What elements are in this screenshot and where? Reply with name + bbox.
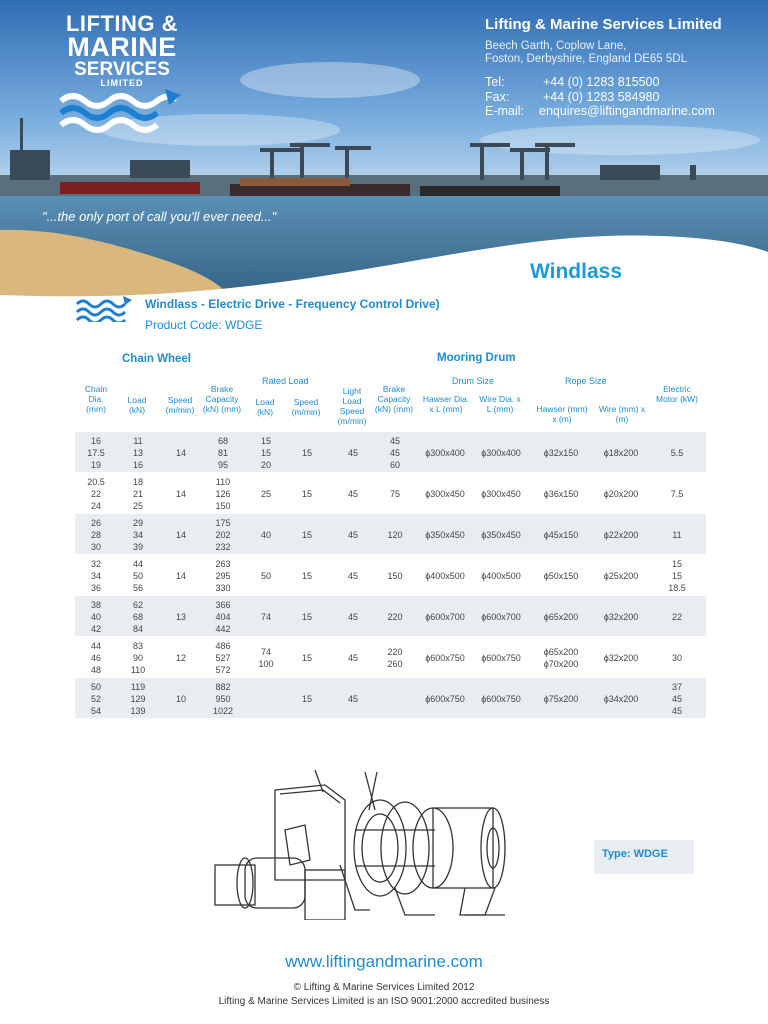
hawser-cell xyxy=(533,693,589,705)
motor-cell-line: 30 xyxy=(671,653,682,663)
wire-dia-cell xyxy=(475,529,527,541)
header-banner xyxy=(0,0,768,310)
brake-cell-line: 95 xyxy=(217,460,228,470)
wire-dia-cell-line: ϕ300x450 xyxy=(481,489,521,499)
windlass-table xyxy=(75,432,706,719)
hawser-dia-cell xyxy=(419,652,471,664)
hawser-dia-cell-line: ϕ300x400 xyxy=(425,448,465,458)
tel-value: +44 (0) 1283 815500 xyxy=(543,75,660,89)
load-cell-line: 68 xyxy=(132,612,143,622)
rl-speed-cell-line: 15 xyxy=(301,612,312,622)
header-load: Load (kN) xyxy=(127,395,147,415)
brake-cell-line: 1022 xyxy=(212,706,234,716)
chain-dia-cell-line: 28 xyxy=(90,530,101,540)
chain-dia-cell-line: 48 xyxy=(90,665,101,675)
hawser-dia-cell-line: ϕ600x700 xyxy=(425,612,465,622)
hawser-cell-line: ϕ75x200 xyxy=(543,694,579,704)
chain-dia-cell-line: 16 xyxy=(90,436,101,446)
md-brake-cell-line: 220 xyxy=(387,647,403,657)
rl-speed-cell xyxy=(287,611,327,623)
header-md-brake: Brake Capacity (kN) (mm) xyxy=(374,384,414,414)
light-load-cell xyxy=(335,652,371,664)
hawser-cell-line: ϕ50x150 xyxy=(543,571,579,581)
speed-cell xyxy=(163,652,199,664)
wire-cell xyxy=(593,652,649,664)
company-name: Lifting & Marine Services Limited xyxy=(485,16,722,33)
windlass-drawing xyxy=(205,770,535,920)
hawser-cell xyxy=(533,646,589,670)
load-cell-line: 50 xyxy=(132,571,143,581)
rl-speed-cell xyxy=(287,570,327,582)
hawser-dia-cell xyxy=(419,611,471,623)
light-load-cell-line: 45 xyxy=(347,694,358,704)
chain-dia-cell-line: 54 xyxy=(90,706,101,716)
light-load-cell xyxy=(335,570,371,582)
rl-load-cell xyxy=(251,611,281,623)
load-cell-line: 110 xyxy=(130,665,146,675)
rl-speed-cell-line: 15 xyxy=(301,653,312,663)
wire-dia-cell-line: ϕ400x500 xyxy=(481,571,521,581)
hawser-dia-cell-line: ϕ600x750 xyxy=(425,694,465,704)
speed-cell xyxy=(163,611,199,623)
motor-cell-line: 22 xyxy=(671,612,682,622)
speed-cell xyxy=(163,529,199,541)
brake-cell-line: 68 xyxy=(217,436,228,446)
md-brake-cell xyxy=(373,435,417,471)
load-cell-line: 84 xyxy=(132,624,143,634)
md-brake-cell-line: 45 xyxy=(389,436,400,446)
hawser-dia-cell-line: ϕ400x500 xyxy=(425,571,465,581)
rl-load-cell xyxy=(251,435,281,471)
load-cell-line: 44 xyxy=(132,559,143,569)
table-row xyxy=(75,473,706,514)
md-brake-cell-line: 150 xyxy=(387,571,403,581)
chain-dia-cell xyxy=(75,599,117,635)
rl-speed-cell-line: 15 xyxy=(301,448,312,458)
motor-cell xyxy=(651,447,703,459)
chain-dia-cell-line: 17.5 xyxy=(87,448,105,458)
wire-cell-line: ϕ32x200 xyxy=(603,612,639,622)
rope-size-title: Rope Size xyxy=(565,376,607,386)
load-cell-line: 13 xyxy=(132,448,143,458)
chain-dia-cell-line: 22 xyxy=(90,489,101,499)
brake-cell-line: 572 xyxy=(215,665,231,675)
light-load-cell-line: 45 xyxy=(347,653,358,663)
logo-line-3: SERVICES xyxy=(74,58,170,80)
motor-cell-line: 7.5 xyxy=(670,489,684,499)
hawser-dia-cell xyxy=(419,447,471,459)
brake-cell-line: 486 xyxy=(215,641,231,651)
rl-load-cell xyxy=(251,570,281,582)
table-row xyxy=(75,596,706,637)
hawser-dia-cell-line: ϕ600x750 xyxy=(425,653,465,663)
rl-load-cell-line: 74 xyxy=(260,612,271,622)
rl-load-cell-line: 20 xyxy=(260,460,271,470)
speed-cell-line: 13 xyxy=(175,612,186,622)
chain-dia-cell-line: 36 xyxy=(90,583,101,593)
logo-line-1: LIFTING & xyxy=(65,11,179,36)
light-load-cell xyxy=(335,447,371,459)
chain-dia-cell-line: 20.5 xyxy=(87,477,105,487)
md-brake-cell-line: 45 xyxy=(389,448,400,458)
load-cell xyxy=(121,599,155,635)
load-cell xyxy=(121,681,155,717)
hawser-cell-line: ϕ36x150 xyxy=(543,489,579,499)
light-load-cell xyxy=(335,693,371,705)
header-speed: Speed (m/min) xyxy=(165,395,195,415)
rl-speed-cell-line: 15 xyxy=(301,694,312,704)
speed-cell xyxy=(163,570,199,582)
wave-bullet-icon xyxy=(75,296,133,322)
header-motor: Electric Motor (kW) xyxy=(655,384,699,404)
chain-dia-cell-line: 32 xyxy=(90,559,101,569)
fax-label: Fax: xyxy=(485,89,510,104)
header-hawser: Hawser (mm) x (m) xyxy=(536,404,588,424)
speed-cell-line: 10 xyxy=(175,694,186,704)
load-cell-line: 18 xyxy=(132,477,143,487)
drum-size-title: Drum Size xyxy=(452,376,495,386)
load-cell xyxy=(121,558,155,594)
header-brake: Brake Capacity (kN) (mm) xyxy=(202,384,242,414)
light-load-cell xyxy=(335,529,371,541)
company-logo xyxy=(52,11,192,138)
motor-cell xyxy=(651,558,703,594)
load-cell xyxy=(121,640,155,676)
brake-cell-line: 202 xyxy=(215,530,231,540)
rl-speed-cell xyxy=(287,693,327,705)
brake-cell-line: 366 xyxy=(215,600,231,610)
company-address xyxy=(485,40,687,66)
brake-cell-line: 882 xyxy=(215,682,231,692)
load-cell-line: 139 xyxy=(130,706,146,716)
load-cell-line: 83 xyxy=(132,641,143,651)
wire-cell xyxy=(593,693,649,705)
header-rl-speed: Speed (m/min) xyxy=(291,397,321,417)
website-link[interactable]: www.liftingandmarine.com xyxy=(285,952,483,971)
header-hawser-dia: Hawser Dia. x L (mm) xyxy=(422,394,470,414)
hawser-dia-cell xyxy=(419,693,471,705)
wire-dia-cell-line: ϕ600x700 xyxy=(481,612,521,622)
load-cell xyxy=(121,435,155,471)
tel-label: Tel: xyxy=(485,75,505,89)
rl-load-cell xyxy=(251,488,281,500)
light-load-cell xyxy=(335,488,371,500)
header-chain-dia: Chain Dia. (mm) xyxy=(84,384,108,414)
load-cell-line: 90 xyxy=(132,653,143,663)
iso-statement: Lifting & Marine Services Limited is an ISO 9001:2000 accredited business xyxy=(218,996,550,1007)
hawser-cell-line: ϕ70x200 xyxy=(543,659,579,669)
rl-load-cell-line: 15 xyxy=(260,448,271,458)
contact-block xyxy=(485,75,715,119)
wire-dia-cell-line: ϕ600x750 xyxy=(481,653,521,663)
fax-value: +44 (0) 1283 584980 xyxy=(543,89,660,104)
type-label: Type: WDGE xyxy=(602,848,668,860)
load-cell-line: 56 xyxy=(132,583,143,593)
light-load-cell-line: 45 xyxy=(347,571,358,581)
copyright: © Lifting & Marine Services Limited 2012 xyxy=(293,982,475,993)
brake-cell xyxy=(201,476,245,512)
wire-cell xyxy=(593,488,649,500)
md-brake-cell xyxy=(373,646,417,670)
hawser-cell xyxy=(533,611,589,623)
hawser-dia-cell xyxy=(419,529,471,541)
chain-dia-cell-line: 19 xyxy=(90,460,101,470)
chain-dia-cell-line: 52 xyxy=(90,694,101,704)
table-row xyxy=(75,555,706,596)
tagline: "...the only port of call you'll ever need..." xyxy=(42,209,277,224)
load-cell xyxy=(121,517,155,553)
rl-load-cell-line: 15 xyxy=(260,436,271,446)
brake-cell-line: 232 xyxy=(215,542,231,552)
speed-cell xyxy=(163,488,199,500)
md-brake-cell-line: 220 xyxy=(387,612,403,622)
brake-cell-line: 330 xyxy=(215,583,231,593)
wire-dia-cell xyxy=(475,447,527,459)
load-cell-line: 16 xyxy=(132,460,143,470)
brake-cell-line: 81 xyxy=(217,448,228,458)
brake-cell xyxy=(201,640,245,676)
brake-cell-line: 295 xyxy=(215,571,231,581)
md-brake-cell xyxy=(373,529,417,541)
hawser-cell xyxy=(533,488,589,500)
speed-cell-line: 12 xyxy=(175,653,186,663)
md-brake-cell-line: 60 xyxy=(389,460,400,470)
brake-cell-line: 442 xyxy=(215,624,231,634)
hawser-cell-line: ϕ65x200 xyxy=(543,612,579,622)
motor-cell-line: 5.5 xyxy=(670,448,684,458)
rl-speed-cell-line: 15 xyxy=(301,530,312,540)
brake-cell-line: 150 xyxy=(215,501,231,511)
email-label: E-mail: xyxy=(485,104,524,118)
product-code: Product Code: WDGE xyxy=(145,318,263,332)
wire-cell xyxy=(593,447,649,459)
motor-cell-line: 45 xyxy=(671,706,682,716)
wire-cell-line: ϕ20x200 xyxy=(603,489,639,499)
wire-cell xyxy=(593,611,649,623)
load-cell-line: 34 xyxy=(132,530,143,540)
rl-load-cell xyxy=(251,646,281,670)
md-brake-cell xyxy=(373,611,417,623)
load-cell-line: 129 xyxy=(130,694,146,704)
load-cell-line: 39 xyxy=(132,542,143,552)
brake-cell-line: 110 xyxy=(215,477,231,487)
wire-dia-cell-line: ϕ350x450 xyxy=(481,530,521,540)
chain-dia-cell-line: 26 xyxy=(90,518,101,528)
chain-dia-cell xyxy=(75,517,117,553)
wire-dia-cell-line: ϕ600x750 xyxy=(481,694,521,704)
table-row xyxy=(75,514,706,555)
chain-dia-cell-line: 50 xyxy=(90,682,101,692)
motor-cell-line: 11 xyxy=(672,530,682,540)
brake-cell-line: 175 xyxy=(215,518,231,528)
md-brake-cell-line: 260 xyxy=(387,659,403,669)
wire-dia-cell xyxy=(475,693,527,705)
hawser-cell xyxy=(533,529,589,541)
md-brake-cell xyxy=(373,570,417,582)
chain-dia-cell xyxy=(75,435,117,471)
light-load-cell-line: 45 xyxy=(347,612,358,622)
chain-dia-cell-line: 34 xyxy=(90,571,101,581)
chain-dia-cell-line: 44 xyxy=(90,641,101,651)
page-title: Windlass xyxy=(530,260,622,283)
logo-line-4: LIMITED xyxy=(100,77,144,88)
email-link[interactable]: enquires@liftingandmarine.com xyxy=(539,104,715,118)
wire-dia-cell xyxy=(475,611,527,623)
chain-dia-cell xyxy=(75,640,117,676)
brake-cell-line: 263 xyxy=(215,559,231,569)
speed-cell-line: 14 xyxy=(175,571,186,581)
light-load-cell-line: 45 xyxy=(347,448,358,458)
wire-cell-line: ϕ22x200 xyxy=(603,530,639,540)
header-wire: Wire (mm) x (m) xyxy=(598,404,646,424)
header-wire-dia: Wire Dia. x L (mm) xyxy=(479,394,521,414)
rl-speed-cell-line: 15 xyxy=(301,489,312,499)
brake-cell xyxy=(201,681,245,717)
brake-cell-line: 404 xyxy=(215,612,231,622)
type-box xyxy=(594,840,694,874)
chain-dia-cell xyxy=(75,476,117,512)
table-row xyxy=(75,432,706,473)
load-cell-line: 119 xyxy=(130,682,146,692)
product-subtitle: Windlass - Electric Drive - Frequency Control Drive) xyxy=(145,297,440,311)
chain-dia-cell xyxy=(75,558,117,594)
motor-cell-line: 18.5 xyxy=(668,583,686,593)
header-rl-load: Load (kN) xyxy=(255,397,275,417)
load-cell-line: 21 xyxy=(132,489,143,499)
wire-dia-cell xyxy=(475,652,527,664)
address-line-2: Foston, Derbyshire, England DE65 5DL xyxy=(485,53,687,65)
rl-load-cell-line: 40 xyxy=(260,530,271,540)
brake-cell-line: 950 xyxy=(215,694,231,704)
light-load-cell-line: 45 xyxy=(347,489,358,499)
wave-logo-icon xyxy=(57,87,187,135)
motor-cell xyxy=(651,529,703,541)
brake-cell-line: 527 xyxy=(215,653,231,663)
hawser-dia-cell xyxy=(419,488,471,500)
hawser-cell-line: ϕ65x200 xyxy=(543,647,579,657)
speed-cell-line: 14 xyxy=(175,448,186,458)
rl-load-cell-line: 74 xyxy=(260,647,271,657)
hawser-cell xyxy=(533,447,589,459)
hawser-dia-cell xyxy=(419,570,471,582)
motor-cell-line: 37 xyxy=(671,682,682,692)
hawser-cell-line: ϕ32x150 xyxy=(543,448,579,458)
logo-line-2: MARINE xyxy=(67,31,177,62)
rl-speed-cell xyxy=(287,652,327,664)
load-cell-line: 11 xyxy=(133,436,143,446)
rl-speed-cell-line: 15 xyxy=(301,571,312,581)
motor-cell-line: 45 xyxy=(671,694,682,704)
wire-cell-line: ϕ25x200 xyxy=(603,571,639,581)
rl-speed-cell xyxy=(287,488,327,500)
md-brake-cell-line: 120 xyxy=(387,530,403,540)
hawser-dia-cell-line: ϕ300x450 xyxy=(425,489,465,499)
chain-dia-cell xyxy=(75,681,117,717)
address-line-1: Beech Garth, Coplow Lane, xyxy=(485,40,627,52)
load-cell xyxy=(121,476,155,512)
chain-dia-cell-line: 40 xyxy=(90,612,101,622)
rl-load-cell-line: 100 xyxy=(258,659,274,669)
light-load-cell-line: 45 xyxy=(347,530,358,540)
chain-dia-cell-line: 46 xyxy=(90,653,101,663)
brake-cell-line: 126 xyxy=(215,489,231,499)
rl-load-cell-line: 50 xyxy=(260,571,271,581)
speed-cell-line: 14 xyxy=(175,489,186,499)
mooring-drum-title: Mooring Drum xyxy=(437,352,516,364)
brake-cell xyxy=(201,517,245,553)
light-load-cell xyxy=(335,611,371,623)
brake-cell xyxy=(201,599,245,635)
chain-wheel-title: Chain Wheel xyxy=(122,353,192,365)
rl-speed-cell xyxy=(287,447,327,459)
hawser-cell-line: ϕ45x150 xyxy=(543,530,579,540)
rl-load-cell xyxy=(251,529,281,541)
speed-cell xyxy=(163,693,199,705)
rl-speed-cell xyxy=(287,529,327,541)
motor-cell xyxy=(651,611,703,623)
hawser-dia-cell-line: ϕ350x450 xyxy=(425,530,465,540)
md-brake-cell xyxy=(373,488,417,500)
motor-cell xyxy=(651,488,703,500)
motor-cell xyxy=(651,681,703,717)
load-cell-line: 25 xyxy=(132,501,143,511)
load-cell-line: 62 xyxy=(132,600,143,610)
wire-cell-line: ϕ34x200 xyxy=(603,694,639,704)
wire-dia-cell-line: ϕ300x400 xyxy=(481,448,521,458)
rated-load-title: Rated Load xyxy=(262,376,309,386)
brake-cell xyxy=(201,558,245,594)
chain-dia-cell-line: 38 xyxy=(90,600,101,610)
chain-dia-cell-line: 42 xyxy=(90,624,101,634)
table-row xyxy=(75,678,706,719)
speed-cell-line: 14 xyxy=(175,530,186,540)
speed-cell xyxy=(163,447,199,459)
hawser-cell xyxy=(533,570,589,582)
wire-dia-cell xyxy=(475,488,527,500)
rl-load-cell-line: 25 xyxy=(260,489,271,499)
brake-cell xyxy=(201,435,245,471)
motor-cell xyxy=(651,652,703,664)
wire-cell xyxy=(593,529,649,541)
md-brake-cell-line: 75 xyxy=(389,489,400,499)
motor-cell-line: 15 xyxy=(671,559,682,569)
chain-dia-cell-line: 24 xyxy=(90,501,101,511)
wire-cell-line: ϕ32x200 xyxy=(603,653,639,663)
wire-cell-line: ϕ18x200 xyxy=(603,448,639,458)
wire-cell xyxy=(593,570,649,582)
motor-cell-line: 15 xyxy=(671,571,682,581)
chain-dia-cell-line: 30 xyxy=(90,542,101,552)
wire-dia-cell xyxy=(475,570,527,582)
table-row xyxy=(75,637,706,678)
header-light-load: Light Load Speed (m/min) xyxy=(337,386,367,426)
load-cell-line: 29 xyxy=(132,518,143,528)
